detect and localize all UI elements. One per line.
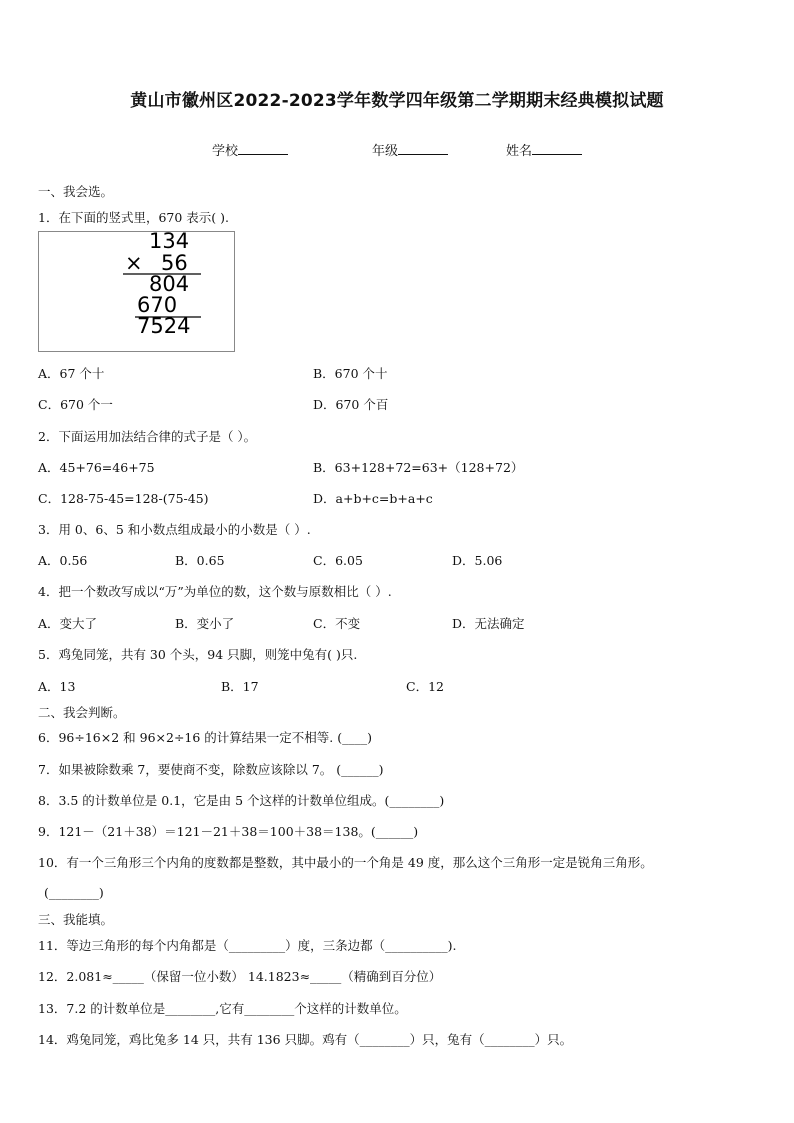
question-9: 9．121－（21＋38）＝121－21＋38＝100＋38＝138。(______)	[38, 824, 419, 839]
question-8: 8．3.5 的计数单位是 0.1，它是由 5 个这样的计数单位组成。(________)	[38, 793, 445, 808]
question-3: 3．用 0、6、5 和小数点组成最小的小数是（ ）.	[38, 522, 311, 537]
q5-option-b[interactable]: B．17	[221, 679, 259, 694]
q3-option-a[interactable]: A．0.56	[38, 553, 88, 568]
q5-option-a[interactable]: A．13	[38, 679, 76, 694]
question-7: 7．如果被除数乘 7，要使商不变，除数应该除以 7。 (______)	[38, 762, 384, 777]
name-blank	[532, 142, 582, 155]
name-label: 姓名	[506, 144, 533, 159]
q4-option-d[interactable]: D．无法确定	[452, 616, 525, 631]
section-2-heading: 二、我会判断。	[38, 705, 126, 720]
grade-field	[372, 140, 448, 159]
question-12: 12．2.081≈_____（保留一位小数） 14.1823≈_____（精确到百分位）	[38, 969, 442, 984]
school-blank	[238, 142, 288, 155]
calc-multiplicand: 134	[149, 232, 190, 253]
name-field	[506, 140, 582, 159]
question-6: 6．96÷16×2 和 96×2÷16 的计算结果一定不相等. (____)	[38, 730, 372, 745]
q5-option-c[interactable]: C．12	[406, 679, 444, 694]
question-10: 10．有一个三角形三个内角的度数都是整数，其中最小的一个角是 49 度，那么这个三角形一定是锐角三角形。	[38, 855, 653, 870]
question-2: 2．下面运用加法结合律的式子是（ ）。	[38, 429, 257, 444]
question-11: 11．等边三角形的每个内角都是（_________）度，三条边都（__________).	[38, 938, 457, 953]
calc-times-sign: ×	[125, 251, 143, 275]
q4-option-b[interactable]: B．变小了	[175, 616, 235, 631]
q1-option-c[interactable]: C．670 个一	[38, 397, 113, 412]
q2-option-c[interactable]: C．128-75-45=128-(75-45)	[38, 491, 209, 506]
grade-blank	[398, 142, 448, 155]
multiplication-svg	[39, 232, 236, 353]
q1-option-b[interactable]: B．670 个十	[313, 366, 388, 381]
q2-option-b[interactable]: B．63+128+72=63+（128+72）	[313, 460, 524, 475]
calc-product: 7524	[137, 314, 191, 338]
section-3-heading: 三、我能填。	[38, 912, 114, 927]
calc-partial-2: 670	[137, 293, 178, 317]
calc-multiplier: 56	[161, 251, 188, 275]
q4-option-c[interactable]: C．不变	[313, 616, 361, 631]
school-field	[212, 140, 288, 159]
question-10-blank[interactable]: (________)	[44, 885, 104, 900]
page-title: 黄山市徽州区2022-2023学年数学四年级第二学期期末经典模拟试题	[130, 91, 664, 111]
q3-option-d[interactable]: D．5.06	[452, 553, 503, 568]
q3-option-c[interactable]: C．6.05	[313, 553, 363, 568]
section-1-heading: 一、我会选。	[38, 184, 114, 199]
question-1: 1．在下面的竖式里，670 表示( ).	[38, 210, 229, 225]
vertical-multiplication-figure	[38, 231, 235, 352]
q4-option-a[interactable]: A．变大了	[38, 616, 98, 631]
q2-option-d[interactable]: D．a+b+c=b+a+c	[313, 491, 433, 506]
q1-option-a[interactable]: A．67 个十	[38, 366, 105, 381]
school-label: 学校	[212, 144, 239, 159]
calc-partial-1: 804	[149, 272, 190, 296]
question-5: 5．鸡兔同笼，共有 30 个头，94 只脚，则笼中兔有( )只.	[38, 647, 358, 662]
question-4: 4．把一个数改写成以“万”为单位的数，这个数与原数相比（ ）.	[38, 584, 392, 599]
grade-label: 年级	[372, 144, 399, 159]
q3-option-b[interactable]: B．0.65	[175, 553, 225, 568]
q1-option-d[interactable]: D．670 个百	[313, 397, 389, 412]
question-13: 13．7.2 的计数单位是________,它有________个这样的计数单位。	[38, 1001, 407, 1016]
q2-option-a[interactable]: A．45+76=46+75	[38, 460, 155, 475]
question-14: 14．鸡兔同笼，鸡比兔多 14 只，共有 136 只脚。鸡有（________）只，兔有（________）只。	[38, 1032, 573, 1047]
